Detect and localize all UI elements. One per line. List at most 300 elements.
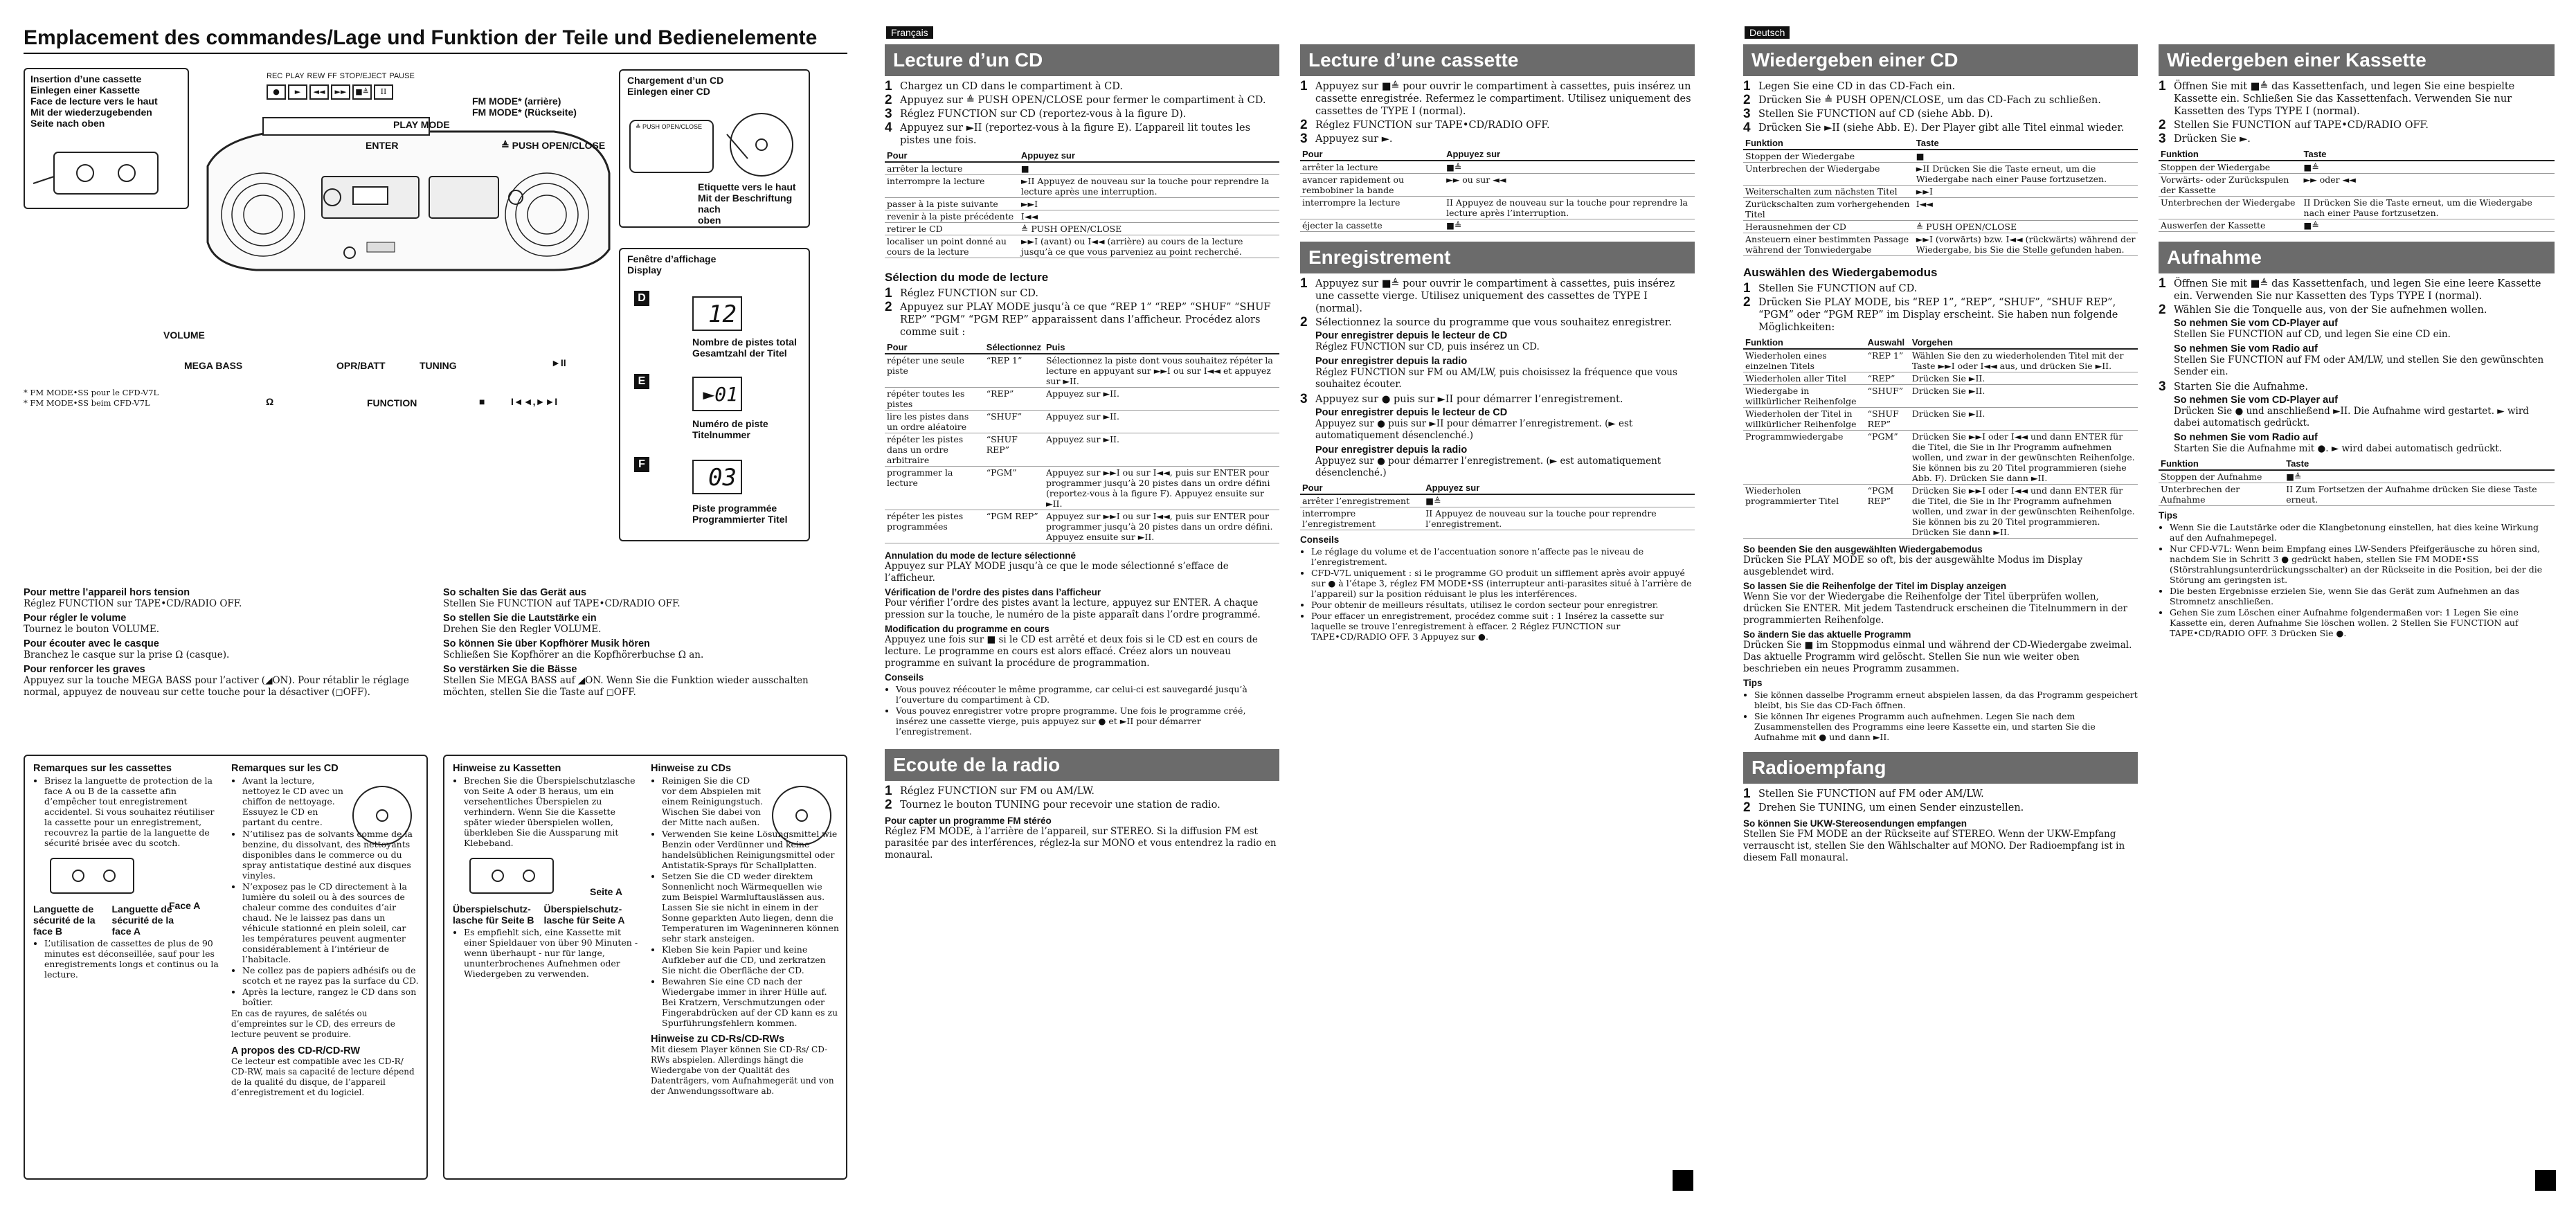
text: Appuyez une fois sur ■ si le CD est arrêté et deux fois si le CD est en cours de lecture. Le programme en cours est alors effacé. Créez alors un nouveau programme en suivant la procédure de programmation. xyxy=(885,634,1258,669)
text: Display xyxy=(627,264,662,276)
table-cell: ►II Drücken Sie die Taste erneut, um die Wiedergabe nach einer Pause fortzusetzen. xyxy=(1914,163,2138,186)
play-mode-label: PLAY MODE xyxy=(393,119,450,130)
step-number: 1 xyxy=(1300,79,1308,93)
table-header: Taste xyxy=(2284,458,2555,470)
cd-controls-table-de xyxy=(1743,137,2138,256)
text: * FM MODE•SS pour le CFD-V7L xyxy=(24,388,159,397)
cassette-insert-box xyxy=(24,68,189,209)
table-cell: Sélectionnez la piste dont vous souhaitez répéter la lecture en appuyant sur ►►I ou sur I◄◄ et appuyez sur ►II. xyxy=(1044,354,1279,388)
table-cell: programmer la lecture xyxy=(885,467,984,510)
list-item: • Die besten Ergebnisse erzielen Sie, wenn Sie das Gerät zum Aufnehmen an das Stromnetz anschließen. xyxy=(2170,586,2555,606)
table-cell: Unterbrechen der Aufnahme xyxy=(2159,483,2284,506)
text: Appuyez sur ►II (reportez-vous à la figure E). L’appareil lit toutes les pistes une fois. xyxy=(900,123,1251,146)
step-number: 3 xyxy=(1300,132,1308,146)
table-row xyxy=(1300,482,1695,494)
text: Pour enregistrer depuis le lecteur de CD xyxy=(1315,330,1508,341)
table-header: Appuyez sur xyxy=(1423,482,1695,494)
notes-cd-fr xyxy=(231,763,420,1098)
step xyxy=(2159,119,2555,132)
tab-b-label-fr xyxy=(33,903,96,937)
text: FM MODE* (Rückseite) xyxy=(472,107,577,118)
table-cell: I◄◄ xyxy=(1019,210,1279,223)
play-key-icon: ► xyxy=(288,84,307,100)
list-item: • N’utilisez pas de solvants comme de la benzine, du dissolvant, des nettoyants disponibles dans le commerce ou du spray antistatique destiné aux disques vinyles. xyxy=(242,829,420,881)
display-letter-f: F xyxy=(634,457,649,472)
table-row xyxy=(885,162,1279,175)
step xyxy=(2159,304,2555,316)
table-cell: éjecter la cassette xyxy=(1300,219,1444,232)
table-header: Pour xyxy=(1300,148,1444,161)
tab-b-label-de xyxy=(453,903,534,926)
list-item: • Wenn Sie die Lautstärke oder die Klangbetonung einstellen, hat dies keine Wirkung auf den Aufnahmepegel. xyxy=(2170,522,2555,543)
list-item: • CFD-V7L uniquement : si le programme GO produit un sifflement après avoir appuyé sur ● à l’étape 3, réglez FM MODE•SS (interrupteur anti-parasites situé à l’arrière de l’appareil) sur la position réduisant le plus les interférences. xyxy=(1311,568,1695,599)
table-cell: Wiederholen der Titel in willkürlicher Reihenfolge xyxy=(1743,408,1866,431)
table-cell: ■ xyxy=(1914,150,2138,163)
text: Titelnummer xyxy=(692,429,750,440)
notes-box-de xyxy=(443,755,847,1180)
text: Languette de xyxy=(33,903,94,915)
text: Tips xyxy=(2159,510,2178,521)
table-cell: Herausnehmen der CD xyxy=(1743,221,1914,233)
bullet-list xyxy=(651,829,839,1028)
step xyxy=(885,799,1279,811)
table-cell: “PGM” xyxy=(1866,431,1910,485)
table-header: Pour xyxy=(885,150,1019,162)
table-cell: ►► oder ◄◄ xyxy=(2302,174,2555,197)
table-cell: Drücken Sie ►II. xyxy=(1910,372,2138,385)
text: So nehmen Sie vom CD-Player auf xyxy=(2174,395,2338,406)
stop-label: ■ xyxy=(479,396,485,407)
text: So beenden Sie den ausgewählten Wiedergabemodus xyxy=(1743,544,1983,555)
table-cell: Appuyez sur ►►I ou sur I◄◄, puis sur ENTER pour programmer jusqu’à 20 pistes dans un ordre défini. Appuyez ensuite sur ►II. xyxy=(1044,510,1279,543)
list-item: • Après la lecture, rangez le CD dans son boîtier. xyxy=(242,987,420,1007)
step xyxy=(885,94,1279,107)
cassette-insert-caption xyxy=(25,69,188,133)
table-cell: “REP 1” xyxy=(1866,349,1910,372)
cd-cleaning-illustration-fr xyxy=(348,781,417,850)
step xyxy=(1743,108,2138,120)
heading-cd-playback-de: Wiedergeben einer CD xyxy=(1743,44,2138,76)
rec-key-icon: ● xyxy=(267,84,286,100)
text: Mit diesem Player können Sie CD-Rs/ CD-RWs abspielen. Allerdings hängt die Wiedergabe von der Qualität des Datenträgers, vom Aufnahmegerät und von der Anwendungssoftware ab. xyxy=(651,1045,834,1096)
table-row xyxy=(1300,174,1695,197)
table-cell: “SHUF REP” xyxy=(1866,408,1910,431)
table-cell: Stoppen der Wiedergabe xyxy=(1743,150,1914,163)
text: Programmierter Titel xyxy=(692,514,788,525)
text: face A xyxy=(111,926,141,937)
table-cell: Wählen Sie den zu wiederholenden Titel mit der Taste ►►I oder I◄◄ aus, und drücken Sie ►II. xyxy=(1910,349,2138,372)
text: Pour capter un programme FM stéréo xyxy=(885,816,1052,826)
table-cell: lire les pistes dans un ordre aléatoire xyxy=(885,411,984,433)
notes-box-fr xyxy=(24,755,428,1180)
table-cell: Wiederholen programmierter Titel xyxy=(1743,485,1866,539)
cd-cleaning-illustration-de xyxy=(767,781,836,850)
text: So lassen Sie die Reihenfolge der Titel im Display anzeigen xyxy=(1743,581,2007,591)
table-cell: ■≜ xyxy=(2302,161,2555,174)
step xyxy=(1743,80,2138,93)
table-cell: ■≜ xyxy=(1444,161,1695,174)
text: Nombre de pistes total xyxy=(692,336,797,348)
table-cell: interrompre la lecture xyxy=(1300,197,1444,219)
text: Numéro de piste xyxy=(692,418,768,429)
title-rule xyxy=(24,53,847,54)
list-item: • Pour obtenir de meilleurs résultats, utilisez le cordon secteur pour enregistrer. xyxy=(1311,600,1695,610)
heading-radio-fr: Ecoute de la radio xyxy=(885,749,1279,781)
device-illustration xyxy=(194,111,623,291)
table-cell: interrompre la lecture xyxy=(885,175,1019,198)
text: Stellen Sie FUNCTION auf CD (siehe Abb. D). xyxy=(1758,109,1993,120)
step-number: 3 xyxy=(2159,132,2166,146)
text: Tournez le bouton TUNING pour recevoir une station de radio. xyxy=(900,800,1221,811)
step xyxy=(2159,133,2555,145)
volume-label: VOLUME xyxy=(163,330,205,341)
text: sécurité de la xyxy=(33,915,96,926)
text: Schließen Sie Kopfhörer an die Kopfhörerbuchse Ω an. xyxy=(443,649,704,660)
text: Appuyez sur PLAY MODE jusqu’à ce que le mode sélectionné s’efface de l’afficheur. xyxy=(885,561,1229,584)
text: Wählen Sie die Tonquelle aus, von der Sie aufnehmen wollen. xyxy=(2174,305,2487,316)
step-number: 4 xyxy=(885,120,892,135)
text: Mit der Beschriftung nach xyxy=(698,192,793,215)
lcd-total-tracks: 12 xyxy=(692,296,742,331)
table-cell: “REP” xyxy=(984,388,1044,411)
table-cell: revenir à la piste précédente xyxy=(885,210,1019,223)
opr-batt-label: OPR/BATT xyxy=(336,360,386,371)
table-row xyxy=(1300,507,1695,530)
table-cell: Appuyez sur ►II. xyxy=(1044,388,1279,411)
text: sécurité de la xyxy=(111,915,174,926)
text: Appuyez sur ►. xyxy=(1315,134,1393,145)
recording-table-de xyxy=(2159,458,2555,506)
notes-cassette-de xyxy=(453,763,640,980)
table-cell: “REP 1” xyxy=(984,354,1044,388)
text: Starten Sie die Aufnahme. xyxy=(2174,381,2309,393)
list-item: • Ne collez pas de papiers adhésifs ou de scotch et ne rayez pas la surface du CD. xyxy=(242,965,420,986)
cassette-controls-table-fr xyxy=(1300,148,1695,232)
table-header: Vorgehen xyxy=(1910,336,2138,349)
text: Öffnen Sie mit ■≜ das Kassettenfach, und legen Sie eine bespielte Kassette ein. Schließen Sie das Kassettenfach. Verwenden Sie nur Kassetten des Typs TYPE I (normal). xyxy=(2174,81,2515,117)
text: So verstärken Sie die Bässe xyxy=(443,664,577,675)
step xyxy=(1743,296,2138,334)
table-cell: ►►I xyxy=(1914,186,2138,198)
step-number: 2 xyxy=(1743,93,1751,107)
fm-mode-rear-label xyxy=(472,96,577,118)
heading-cassette-playback-fr: Lecture d’une cassette xyxy=(1300,44,1695,76)
text: Drücken Sie ≜ PUSH OPEN/CLOSE, um das CD-Fach zu schließen. xyxy=(1758,95,2101,106)
display-letter-e: E xyxy=(634,374,649,389)
text: Modification du programme en cours xyxy=(885,624,1050,634)
table-row xyxy=(1743,485,2138,539)
table-cell: ►►I (avant) ou I◄◄ (arrière) au cours de la lecture jusqu’à ce que vous parveniez au point recherché. xyxy=(1019,235,1279,258)
table-row xyxy=(1743,198,2138,221)
table-row xyxy=(1743,385,2138,408)
table-cell: ►► ou sur ◄◄ xyxy=(1444,174,1695,197)
heading-radio-de: Radioempfang xyxy=(1743,752,2138,784)
p2-col1 xyxy=(885,44,1279,864)
table-row xyxy=(885,354,1279,388)
text: Pour vérifier l’ordre des pistes avant la lecture, appuyez sur ENTER. A chaque pression sur la touche, le numéro de la piste apparaît dans l’ordre programmé. xyxy=(885,597,1261,620)
heading-play-mode-de: Auswählen des Wiedergabemodus xyxy=(1743,266,1938,279)
fm-mode-notes xyxy=(24,388,159,408)
text: Drücken Sie PLAY MODE so oft, bis der ausgewählte Modus im Display ausgeblendet wird. xyxy=(1743,555,2083,577)
text: So nehmen Sie vom CD-Player auf xyxy=(2174,318,2338,329)
step xyxy=(885,122,1279,147)
table-row xyxy=(1300,148,1695,161)
text: Drücken Sie ►. xyxy=(2174,134,2251,145)
table-row xyxy=(885,235,1279,258)
text: Pour renforcer les graves xyxy=(24,664,145,675)
text: Etiquette vers le haut xyxy=(698,181,796,192)
step-number: 1 xyxy=(2159,79,2166,93)
table-cell: arrêter la lecture xyxy=(1300,161,1444,174)
table-row xyxy=(1743,349,2138,372)
text: Drücken Sie ■ im Stoppmodus einmal und während der CD-Wiedergabe zweimal. Das aktuelle Programm wird gelöscht. Stellen Sie nun wie weiter oben beschrieben ein neues Programm zusammen. xyxy=(1743,640,2132,674)
table-row xyxy=(885,175,1279,198)
mega-bass-label: MEGA BASS xyxy=(184,360,243,371)
step-number: 3 xyxy=(2159,379,2166,394)
text: Stellen Sie FUNCTION auf CD. xyxy=(1758,283,1918,294)
table-row xyxy=(1743,163,2138,186)
text: Stellen Sie FUNCTION auf TAPE•CD/RADIO OFF. xyxy=(2174,120,2429,131)
step xyxy=(1300,133,1695,145)
text: Conseils xyxy=(885,672,924,683)
text: Remarques sur les cassettes xyxy=(33,763,172,774)
table-cell: Appuyez sur ►II. xyxy=(1044,433,1279,467)
text: lasche für Seite A xyxy=(543,915,625,926)
step-number: 2 xyxy=(1300,315,1308,330)
play-mode-table-fr xyxy=(885,341,1279,543)
step-number: 1 xyxy=(885,286,892,300)
table-row xyxy=(2159,161,2555,174)
text: Drücken Sie ● und anschließend ►II. Die Aufnahme wird gestartet. ► wird dabei automatisch gedrückt. xyxy=(2174,406,2529,429)
table-cell: Drücken Sie ►►I oder I◄◄ und dann ENTER für die Titel, die Sie in Ihr Programm aufnehmen wollen, und zwar in der gewünschten Reihenfolge. Sie können bis zu 20 Titel programmieren. Drücken Sie dann ►II. xyxy=(1910,485,2138,539)
step-number: 1 xyxy=(885,784,892,798)
step-number: 1 xyxy=(1300,276,1308,291)
list-item: • Sie können Ihr eigenes Programm auch aufnehmen. Legen Sie nach dem Zusammenstellen des Programms eine leere Kassette ein, und starten Sie die Aufnahme mit ● und dann ►II. xyxy=(1754,711,2138,742)
list-item: • Gehen Sie zum Löschen einer Aufnahme folgendermaßen vor: 1 Legen Sie eine Kassette ein, deren Aufnahme Sie löschen wollen. 2 Stellen Sie FUNCTION auf TAPE•CD/RADIO OFF. 3 Drücken Sie ●. xyxy=(2170,607,2555,638)
bullet-list xyxy=(1743,690,2138,742)
text: Réglez FUNCTION sur CD (reportez-vous à la figure D). xyxy=(900,109,1187,120)
table-cell: “PGM REP” xyxy=(1866,485,1910,539)
table-row xyxy=(2159,219,2555,232)
page-title: Emplacement des commandes/Lage und Funktion der Teile und Bedienelemente xyxy=(24,26,818,49)
text: FM MODE* (arrière) xyxy=(472,96,561,107)
cassette-keys xyxy=(267,84,393,100)
table-row xyxy=(2159,470,2555,483)
step xyxy=(2159,278,2555,303)
list-item: • L’utilisation de cassettes de plus de 90 minutes est déconseillée, sauf pour les enregistrements longs et continus ou la lecture. xyxy=(44,938,220,980)
table-cell: ►►I (vorwärts) bzw. I◄◄ (rückwärts) während der Wiedergabe, bis Sie die Stelle gefunden haben. xyxy=(1914,233,2138,256)
basic-ops-de xyxy=(443,587,845,701)
table-cell: ■≜ xyxy=(2284,470,2555,483)
text: Hinweise zu CD-Rs/CD-RWs xyxy=(651,1034,785,1045)
cd-insert-box xyxy=(619,69,810,228)
text: Starten Sie die Aufnahme mit ●. ► wird dabei automatisch gedrückt. xyxy=(2174,443,2502,454)
text: Vérification de l’ordre des pistes dans l’afficheur xyxy=(885,587,1101,597)
table-cell: II Appuyez de nouveau sur la touche pour reprendre la lecture après l’interruption. xyxy=(1444,197,1695,219)
list-item: • Verwenden Sie keine Lösungsmittel wie Benzin oder Verdünner und keine handelsüblichen Reinigungsmittel oder Antistatik-Sprays für Schallplatten. xyxy=(662,829,839,870)
display-letter-d: D xyxy=(634,291,649,306)
text: Pour mettre l’appareil hors tension xyxy=(24,587,190,598)
display-caption-f xyxy=(692,503,787,525)
table-cell: ■≜ xyxy=(1444,219,1695,232)
text: Appuyez sur PLAY MODE jusqu’à ce que “REP 1” “REP” “SHUF” “SHUF REP” “PGM” “PGM REP” apparaissent dans l’afficheur. Procédez alors comme suit : xyxy=(900,302,1271,338)
text: Seite nach oben xyxy=(30,118,105,129)
text: So nehmen Sie vom Radio auf xyxy=(2174,432,2318,443)
table-cell: répéter une seule piste xyxy=(885,354,984,388)
text: Piste programmée xyxy=(692,503,777,514)
stop-key-icon: ■≜ xyxy=(352,84,372,100)
table-cell: ►II Appuyez de nouveau sur la touche pour reprendre la lecture après une interruption. xyxy=(1019,175,1279,198)
text: Réglez FUNCTION sur CD. xyxy=(900,288,1039,299)
bullet-list xyxy=(1300,546,1695,642)
text: Appuyez sur ≜ PUSH OPEN/CLOSE pour fermer le compartiment à CD. xyxy=(900,95,1266,106)
table-cell: Stoppen der Wiedergabe xyxy=(2159,161,2302,174)
cd-insert-illustration xyxy=(623,107,804,183)
ff-key-icon: ►► xyxy=(331,84,350,100)
step xyxy=(1300,393,1695,406)
text: Einlegen einer Kassette xyxy=(30,84,140,96)
table-cell: Wiedergabe in willkürlicher Reihenfolge xyxy=(1743,385,1866,408)
table-header: Sélectionnez xyxy=(984,341,1044,354)
step xyxy=(1300,316,1695,329)
list-item: • Reinigen Sie die CD vor dem Abspielen mit einem Reinigungstuch. Wischen Sie dabei von der Mitte nach außen. xyxy=(662,775,766,827)
function-label: FUNCTION xyxy=(367,397,417,408)
text: Réglez FUNCTION sur FM ou AM/LW, puis choisissez la fréquence que vous souhaitez écouter. xyxy=(1315,367,1677,390)
step xyxy=(885,80,1279,93)
p2-col2 xyxy=(1300,44,1695,643)
bullet-list xyxy=(33,938,220,980)
table-row xyxy=(885,510,1279,543)
text: face B xyxy=(33,926,63,937)
list-item: • Brechen Sie die Überspielschutzlasche von Seite A oder B heraus, um ein versehentliches Überspielen zu verhindern. Wenn Sie die Kassette später wieder überspielen wollen, überkleben Sie die Aussparung mit Klebeband. xyxy=(464,775,640,848)
text: So stellen Sie die Lautstärke ein xyxy=(443,613,597,624)
table-cell: ■≜ xyxy=(2302,219,2555,232)
table-cell: passer à la piste suivante xyxy=(885,198,1019,210)
table-row xyxy=(1743,431,2138,485)
table-cell: “SHUF” xyxy=(1866,385,1910,408)
text: Stellen Sie FUNCTION auf FM oder AM/LW, und stellen Sie den gewünschten Sender ein. xyxy=(2174,354,2544,377)
step-number: 2 xyxy=(885,300,892,314)
table-cell: ≜ PUSH OPEN/CLOSE xyxy=(1019,223,1279,235)
text: Réglez FM MODE, à l’arrière de l’appareil, sur STEREO. Si la diffusion FM est parasitée par des interférences, réglez-la sur MONO et vous entendrez la radio en monaural. xyxy=(885,826,1277,861)
step-number: 2 xyxy=(1743,800,1751,815)
step xyxy=(1743,802,2138,814)
step xyxy=(1743,282,2138,295)
table-row xyxy=(1743,233,2138,256)
table-row xyxy=(885,433,1279,467)
text: So ändern Sie das aktuelle Programm xyxy=(1743,629,1911,640)
table-row xyxy=(885,210,1279,223)
text: Annulation du mode de lecture sélectionné xyxy=(885,550,1077,561)
table-cell: Vorwärts- oder Zurückspulen der Kassette xyxy=(2159,174,2302,197)
text: Réglez FUNCTION sur FM ou AM/LW. xyxy=(900,786,1095,797)
table-row xyxy=(885,341,1279,354)
cassette-key-row xyxy=(267,72,415,80)
table-cell: localiser un point donné au cours de la lecture xyxy=(885,235,1019,258)
text: A propos des CD-R/CD-RW xyxy=(231,1045,361,1056)
list-item: • Vous pouvez enregistrer votre propre programme. Une fois le programme créé, insérez une cassette vierge, puis appuyez sur ● et ►II pour démarrer l’enregistrement. xyxy=(896,705,1279,737)
display-window-caption xyxy=(620,249,809,280)
table-header: Pour xyxy=(1300,482,1423,494)
heading-play-mode-fr: Sélection du mode de lecture xyxy=(885,271,1049,284)
text: Drehen Sie den Regler VOLUME. xyxy=(443,624,602,635)
text: Réglez FUNCTION sur CD, puis insérez un CD. xyxy=(1315,341,1540,352)
text: Hinweise zu CDs xyxy=(651,763,732,774)
text: So nehmen Sie vom Radio auf xyxy=(2174,343,2318,354)
bullet-list xyxy=(33,775,220,848)
tab-a-label-fr xyxy=(112,903,174,937)
text: Öffnen Sie mit ■≜ das Kassettenfach, und legen Sie eine leere Kassette ein. Verwenden Sie nur Kassetten des Typs TYPE I (normal). xyxy=(2174,278,2541,302)
table-row xyxy=(2159,458,2555,470)
bullet-list xyxy=(2159,522,2555,638)
page-marker-3 xyxy=(2535,1170,2556,1191)
list-item: • Setzen Sie die CD weder direktem Sonnenlicht noch Wärmequellen wie zum Beispiel Warmluftauslässen aus. Lassen Sie sie nicht in einem in der Sonne geparkten Auto liegen, denn die Temperaturen im Wageninneren können sehr stark ansteigen. xyxy=(662,871,839,944)
step-number: 3 xyxy=(1300,392,1308,406)
table-row xyxy=(2159,174,2555,197)
list-item: • Brisez la languette de protection de la face A ou B de la cassette afin d’empêcher tout enregistrement accidentel. Si vous souhaitez réutiliser la cassette pour un enregistrement, recouvrez la partie de la languette de sécurité brisée avec du scotch. xyxy=(44,775,220,848)
text: So können Sie über Kopfhörer Musik hören xyxy=(443,638,650,649)
table-row xyxy=(2159,148,2555,161)
cassette-controls-table-de xyxy=(2159,148,2555,232)
pause-key-label: PAUSE xyxy=(389,72,415,80)
table-cell: “REP” xyxy=(1866,372,1910,385)
heading-recording-fr: Enregistrement xyxy=(1300,242,1695,273)
table-cell: Appuyez sur ►II. xyxy=(1044,411,1279,433)
cassette-tab-illustration-de xyxy=(467,855,570,897)
basic-ops-fr xyxy=(24,587,411,701)
notes-cassette-fr xyxy=(33,763,220,981)
table-cell: retirer le CD xyxy=(885,223,1019,235)
step-number: 1 xyxy=(1743,281,1751,296)
text: Drücken Sie ►II (siehe Abb. E). Der Player gibt alle Titel einmal wieder. xyxy=(1758,123,2125,134)
text: lasche für Seite B xyxy=(453,915,534,926)
table-row xyxy=(885,411,1279,433)
pause-key-icon: II xyxy=(374,84,393,100)
bullet-list xyxy=(231,775,346,827)
text: Pour enregistrer depuis le lecteur de CD xyxy=(1315,407,1508,418)
table-row xyxy=(1743,186,2138,198)
text: Pour enregistrer depuis la radio xyxy=(1315,444,1468,456)
list-item: • Es empfiehlt sich, eine Kassette mit einer Spieldauer von über 90 Minuten - wenn überhaupt - nur für lange, ununterbrochenes Aufnehmen oder Wiedergeben zu verwenden. xyxy=(464,927,640,979)
table-row xyxy=(1300,197,1695,219)
play-pause-label: ►II xyxy=(551,357,566,368)
step-number: 1 xyxy=(1743,786,1751,801)
step xyxy=(885,301,1279,339)
text: Wenn Sie vor der Wiedergabe die Reihenfolge der Titel überprüfen wollen, drücken Sie ENTER. Mit jedem Tastendruck erscheinen die Titelnummern in der programmierten Reihenfolge. xyxy=(1743,591,2127,626)
table-cell: arrêter l’enregistrement xyxy=(1300,494,1423,507)
text: So können Sie UKW-Stereosendungen empfangen xyxy=(1743,818,1967,829)
bullet-list xyxy=(231,829,420,1007)
step-number: 2 xyxy=(885,93,892,107)
step-number: 1 xyxy=(2159,276,2166,291)
text: Ce lecteur est compatible avec les CD-R/ CD-RW, mais sa capacité de lecture dépend de la qualité du disque, de l’appareil d’enregistrement et du logiciel. xyxy=(231,1056,415,1097)
text: Stellen Sie FM MODE an der Rückseite auf STEREO. Wenn der UKW-Empfang verrauscht ist, stellen Sie den Wählschalter auf MONO. Der Radioempfang ist in diesem Fall monaural. xyxy=(1743,829,2125,863)
skip-label: I◄◄,►►I xyxy=(511,396,558,407)
table-cell: “PGM” xyxy=(984,467,1044,510)
step-number: 3 xyxy=(885,107,892,121)
table-cell: II Zum Fortsetzen der Aufnahme drücken Sie diese Taste erneut. xyxy=(2284,483,2555,506)
heading-recording-de: Aufnahme xyxy=(2159,242,2555,273)
text: Face de lecture vers le haut xyxy=(30,96,158,107)
text: Drücken Sie PLAY MODE, bis “REP 1”, “REP”, “SHUF”, “SHUF REP”, “PGM” oder “PGM REP” im Display erscheint. Sie haben nun folgende Möglichkeiten: xyxy=(1758,297,2118,333)
tab-a-label-de xyxy=(544,903,625,926)
step-number: 3 xyxy=(1743,107,1751,121)
recording-table-fr xyxy=(1300,482,1695,530)
lcd-programmed-track: 03 xyxy=(692,460,742,494)
text: Appuyez sur ■≜ pour ouvrir le compartiment à cassettes, puis insérez une cassette vierge. Utilisez uniquement des cassettes de TYPE I (normal). xyxy=(1315,278,1675,314)
bullet-list xyxy=(453,775,640,848)
cd-label-caption xyxy=(698,181,809,226)
